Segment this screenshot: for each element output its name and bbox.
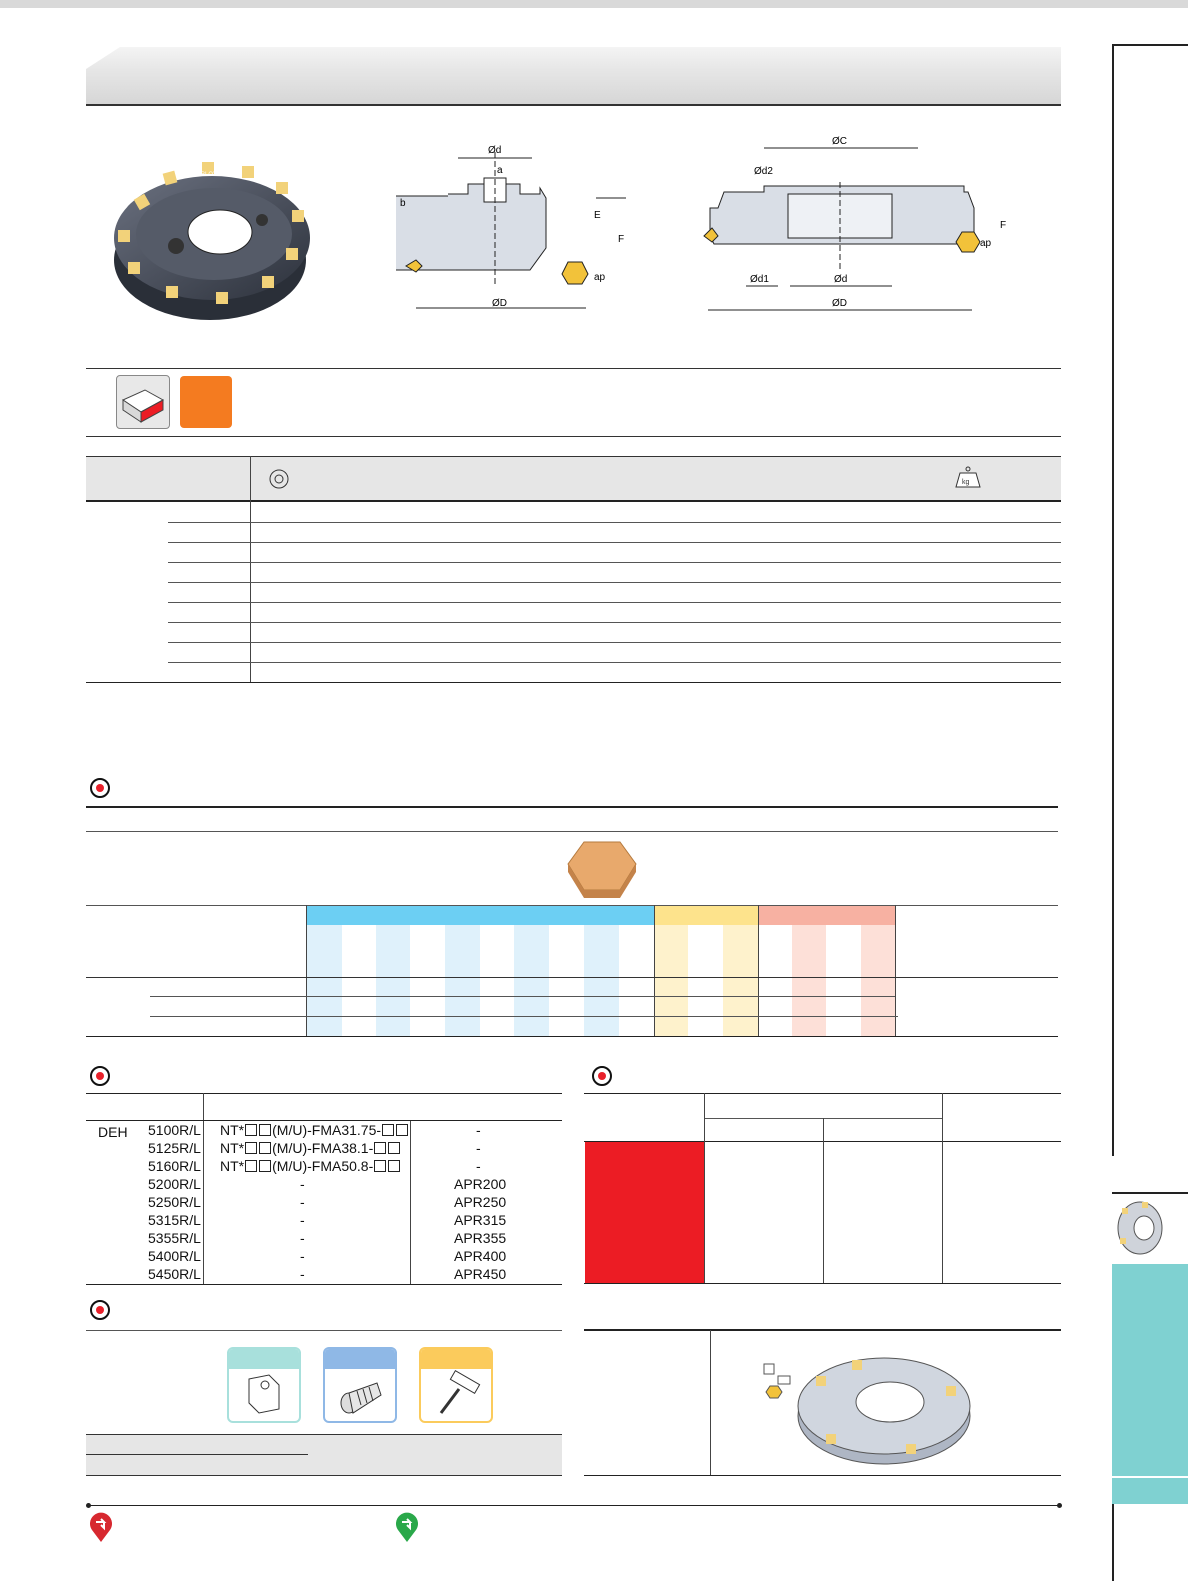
part-clamp-card (227, 1347, 301, 1423)
part-wrench-card (419, 1347, 493, 1423)
arbor-model: 5200R/L (148, 1176, 201, 1192)
nt-mid: (M/U)-FMA38.1- (272, 1140, 374, 1156)
arbor-apr: APR315 (454, 1212, 507, 1228)
section-bullet-conditions (592, 1066, 612, 1086)
assembly-bottom (584, 1475, 1061, 1476)
parts-table-band (86, 1434, 562, 1476)
assembly-vline (710, 1330, 711, 1476)
dim-d1: Ød1 (750, 274, 769, 285)
placeholder-box (245, 1160, 257, 1172)
arbor-table-bottom (86, 1284, 562, 1285)
dim-F: F (618, 234, 625, 245)
grade-col-pink-2 (861, 925, 896, 1036)
nt-prefix: NT* (220, 1140, 245, 1156)
arbor-apr: - (476, 1140, 481, 1156)
arbor-nt-code (220, 1140, 401, 1156)
top-bar (0, 0, 1188, 8)
grade-header-blue (306, 906, 654, 925)
placeholder-box (382, 1124, 394, 1136)
arbor-model: 5125R/L (148, 1140, 201, 1156)
dim-d2: Ød2 (754, 166, 773, 177)
spec-row-line-3 (168, 562, 1061, 563)
arbor-nt-code: - (300, 1248, 305, 1264)
insert-section-rule-2 (86, 831, 1058, 832)
cutter-product-image (106, 150, 316, 330)
arbor-diameter-icon (268, 468, 290, 490)
dim-F: F (1000, 220, 1007, 231)
dim-a: a (497, 165, 503, 176)
arbor-series-label: DEH (98, 1124, 128, 1140)
conditions-table-top (584, 1093, 1061, 1094)
spec-row-line-2 (168, 542, 1061, 543)
conditions-vline-3 (942, 1093, 943, 1284)
placeholder-box (396, 1124, 408, 1136)
footer-dot-right (1057, 1503, 1062, 1508)
drawing-type1 (396, 138, 626, 318)
logo-korloy: KORLOY (192, 172, 218, 178)
placeholder-box (259, 1142, 271, 1154)
grade-row-line-2 (150, 996, 895, 997)
placeholder-box (388, 1142, 400, 1154)
spec-table-vdivider (250, 456, 251, 683)
dim-E: E (594, 210, 601, 221)
arbor-apr: APR200 (454, 1176, 507, 1192)
placeholder-box (259, 1124, 271, 1136)
arbor-model: 5315R/L (148, 1212, 201, 1228)
grade-row-line-3 (150, 1016, 898, 1017)
grade-col-pink-1 (792, 925, 826, 1036)
spec-table-bottom (86, 682, 1061, 683)
parts-section-rule (86, 1330, 562, 1331)
side-tab-teal-line (1112, 1476, 1188, 1478)
grade-col-yellow-1 (654, 925, 688, 1036)
conditions-table-bottom (584, 1283, 1061, 1284)
arbor-model: 5355R/L (148, 1230, 201, 1246)
arbor-header-line (86, 1120, 562, 1121)
part-screw-card (323, 1347, 397, 1423)
nt-mid: (M/U)-FMA50.8- (272, 1158, 374, 1174)
application-icon (116, 375, 170, 429)
arbor-nt-code: - (300, 1230, 305, 1246)
side-tab-bottom-border (1112, 1504, 1114, 1581)
section-bullet-arbor (90, 1066, 110, 1086)
nt-prefix: NT* (220, 1122, 245, 1138)
dim-D: ØD (832, 298, 847, 309)
grade-col-blue-2 (376, 925, 410, 1036)
placeholder-box (245, 1142, 257, 1154)
conditions-vline-2 (823, 1118, 824, 1284)
grade-row-line-1 (86, 977, 1058, 978)
arbor-nt-code: - (300, 1212, 305, 1228)
grade-col-blue-1 (306, 925, 342, 1036)
material-red-block (585, 1142, 704, 1283)
spec-row-line-4 (168, 582, 1061, 583)
arbor-apr: - (476, 1122, 481, 1138)
arbor-model: 5250R/L (148, 1194, 201, 1210)
icon-row-bottom (86, 436, 1061, 437)
arbor-nt-code: - (300, 1266, 305, 1282)
spec-row-line-5 (168, 602, 1061, 603)
svg-text:kg: kg (962, 479, 970, 486)
spec-row-line-8 (168, 662, 1061, 663)
weight-kg-icon (954, 466, 982, 490)
spec-row-line-7 (168, 642, 1061, 643)
arrow-pin-red-icon[interactable] (88, 1512, 114, 1544)
arbor-apr: APR450 (454, 1266, 507, 1282)
side-tab-border (1112, 44, 1188, 1156)
side-tab-teal[interactable] (1112, 1264, 1188, 1504)
arbor-model: 5400R/L (148, 1248, 201, 1264)
arbor-nt-code (220, 1122, 409, 1138)
drawing-type2 (700, 130, 1020, 320)
placeholder-box (259, 1160, 271, 1172)
arbor-apr: APR400 (454, 1248, 507, 1264)
arbor-nt-code: - (300, 1194, 305, 1210)
icon-row-top (86, 368, 1061, 369)
spec-row-line-6 (168, 622, 1061, 623)
grade-col-blue-5 (584, 925, 619, 1036)
grade-col-yellow-2 (723, 925, 758, 1036)
grade-col-blue-3 (445, 925, 480, 1036)
material-color-square (180, 376, 232, 428)
placeholder-box (388, 1160, 400, 1172)
dim-ap: ap (980, 238, 992, 249)
placeholder-box (374, 1160, 386, 1172)
placeholder-box (374, 1142, 386, 1154)
nt-prefix: NT* (220, 1158, 245, 1174)
arbor-nt-code: - (300, 1176, 305, 1192)
title-banner (86, 47, 1061, 105)
arbor-table-top (86, 1093, 562, 1094)
arbor-apr: APR355 (454, 1230, 507, 1246)
arbor-apr: - (476, 1158, 481, 1174)
conditions-vline-1 (704, 1093, 705, 1284)
dim-b: b (400, 198, 406, 209)
side-tab-thumbnail (1112, 1198, 1172, 1258)
section-bullet-parts (90, 1300, 110, 1320)
placeholder-box (245, 1124, 257, 1136)
arbor-apr: APR250 (454, 1194, 507, 1210)
grade-header-pink (758, 906, 896, 925)
banner-underline (86, 104, 1061, 106)
arbor-model: 5160R/L (148, 1158, 201, 1174)
dim-d: Ød (488, 145, 502, 156)
footer-rule (88, 1505, 1060, 1506)
arbor-vline-1 (203, 1093, 204, 1284)
grade-table-bottom (86, 1036, 1058, 1037)
side-tab-divider (1112, 1192, 1188, 1194)
dim-d: Ød (834, 274, 848, 285)
spec-row-line-1 (168, 522, 1061, 523)
grade-header-yellow (654, 906, 758, 925)
parts-table-mid-line (86, 1454, 308, 1455)
spec-table-header (86, 456, 1061, 502)
arbor-model: 5450R/L (148, 1266, 201, 1282)
assembly-top (584, 1329, 1061, 1331)
section-bullet-insert (90, 778, 110, 798)
arbor-nt-code (220, 1158, 401, 1174)
nt-mid: (M/U)-FMA31.75- (272, 1122, 382, 1138)
footer-dot-left (86, 1503, 91, 1508)
arbor-vline-2 (410, 1120, 411, 1284)
grade-col-blue-4 (514, 925, 549, 1036)
dim-ap: ap (594, 272, 606, 283)
hex-insert-image (564, 838, 640, 902)
assembly-exploded-image (756, 1336, 982, 1476)
arbor-model: 5100R/L (148, 1122, 201, 1138)
dim-D: ØD (492, 298, 507, 309)
insert-section-rule (86, 806, 1058, 808)
dim-C: ØC (832, 136, 847, 147)
arrow-pin-green-icon[interactable] (394, 1512, 420, 1544)
